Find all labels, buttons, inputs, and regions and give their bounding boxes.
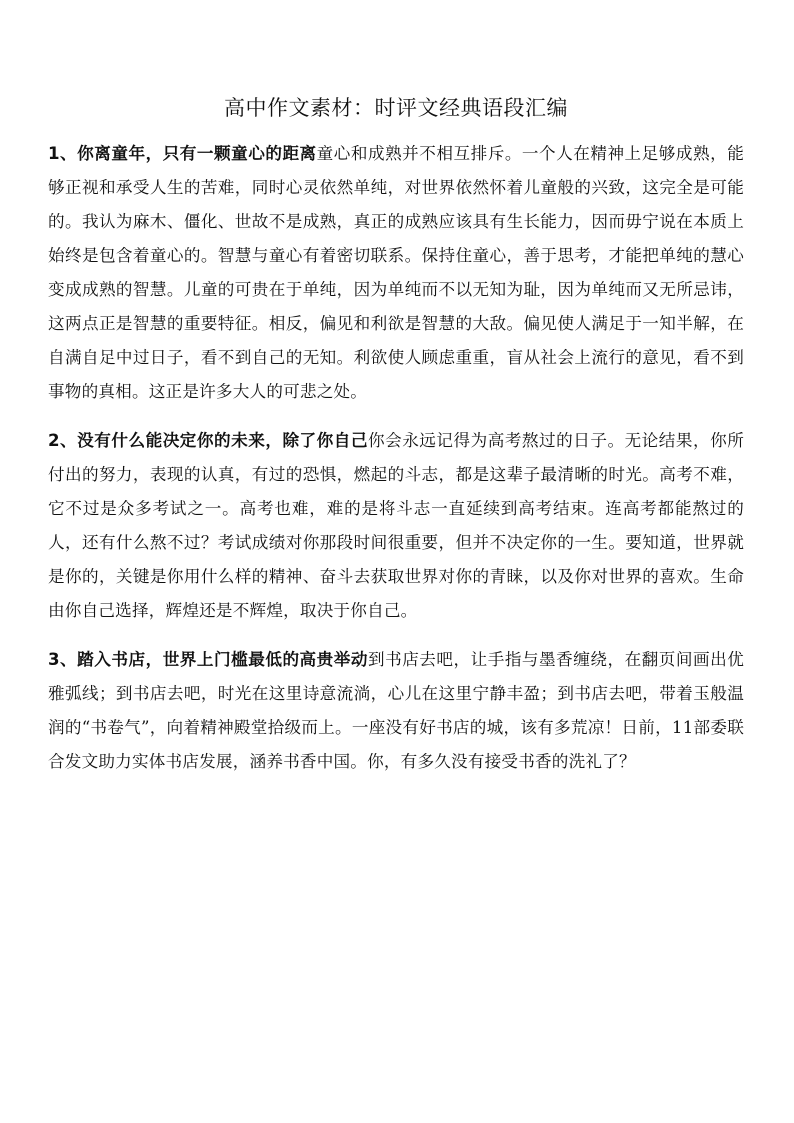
paragraph-2-number: 2、 <box>48 431 78 450</box>
paragraph-3-lead: 踏入书店，世界上门槛最低的高贵举动 <box>77 649 368 669</box>
paragraph-1-number: 1、 <box>48 144 78 163</box>
paragraph-1-body: 童心和成熟并不相互排斥。一个人在精神上足够成熟，能够正视和承受人生的苦难，同时心灵依然单纯，对世界依然怀着儿童般的兴致，这完全是可能的。我认为麻木、僵化、世故不是成熟，真正的成熟应该具有生长能力，因而毋宁说在本质上始终是包含着童心的。智慧与童心有着密切联系。保持住童心，善于思考，才能把单纯的慧心变成成熟的智慧。儿童的可贵在于单纯，因为单纯而不以无知为耻，因为单纯而又无所忌讳，这两点正是智慧的重要特征。相反，偏见和利欲是智慧的大敌。偏见使人满足于一知半解，在自满自足中过日子，看不到自己的无知。利欲使人顾虑重重，盲从社会上流行的意见，看不到事物的真相。这正是许多大人的可悲之处。 <box>48 144 744 401</box>
paragraph-3 <box>48 642 744 779</box>
paragraph-1 <box>48 136 744 409</box>
paragraph-3-number: 3、 <box>48 650 78 669</box>
paragraph-3-body: 到书店去吧，让手指与墨香缠绕，在翻页间画出优雅弧线；到书店去吧，时光在这里诗意流淌，心儿在这里宁静丰盈；到书店去吧，带着玉般温润的“书卷气”，向着精神殿堂拾级而上。一座没有好书店的城，该有多荒凉！日前，11部委联合发文助力实体书店发展，涵养书香中国。你，有多久没有接受书香的洗礼了？ <box>48 650 744 771</box>
paragraph-2-body: 你会永远记得为高考熬过的日子。无论结果，你所付出的努力，表现的认真，有过的恐惧，燃起的斗志，都是这辈子最清晰的时光。高考不难，它不过是众多考试之一。高考也难，难的是将斗志一直延续到高考结束。连高考都能熬过的人，还有什么熬不过？考试成绩对你那段时间很重要，但并不决定你的一生。要知道，世界就是你的，关键是你用什么样的精神、奋斗去获取世界对你的青睐，以及你对世界的喜欢。生命由你自己选择，辉煌还是不辉煌，取决于你自己。 <box>48 431 744 620</box>
document-title: 高中作文素材：时评文经典语段汇编 <box>224 96 568 120</box>
paragraph-2 <box>48 423 744 628</box>
paragraph-2-lead: 没有什么能决定你的未来，除了你自己 <box>77 430 368 450</box>
paragraph-1-lead: 你离童年，只有一颗童心的距离 <box>77 143 317 163</box>
